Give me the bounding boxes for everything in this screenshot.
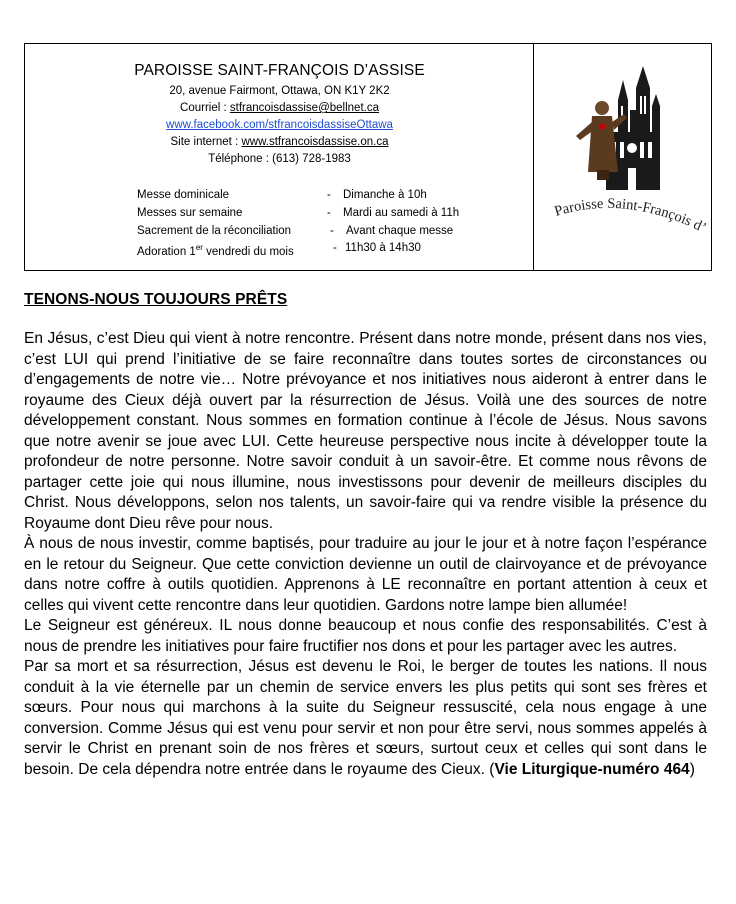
schedule-row: [137, 224, 454, 238]
schedule-label: Adoration 1er vendredi du mois: [137, 243, 294, 258]
facebook-line: [25, 118, 534, 132]
schedule-label: Messe dominicale: [137, 189, 230, 201]
schedule-value: 11h30 à 14h30: [345, 242, 421, 254]
website-label: Site internet :: [170, 136, 242, 148]
schedule-label: Messes sur semaine: [137, 207, 243, 219]
schedule-value: Avant chaque messe: [346, 225, 454, 237]
parish-logo: [534, 44, 711, 270]
article-title: TENONS-NOUS TOUJOURS PRÊTS: [24, 291, 288, 308]
article-source: Vie Liturgique-numéro 464: [494, 760, 690, 778]
logo-text: Paroisse Saint-François d’: [552, 195, 709, 237]
logo-illustration: [534, 44, 711, 270]
schedule-label: Sacrement de la réconciliation: [137, 225, 292, 237]
schedule-row: [137, 241, 421, 259]
schedule-row: [137, 206, 460, 220]
schedule-dash: -: [327, 189, 331, 201]
article-paragraph: En Jésus, c’est Dieu qui vient à notre rencontre. Présent dans notre monde, présent dans nos vies, c’est LUI qui prend l’initiative de se faire reconnaître dans toutes sortes de circonstances ou d’engagements de notre vie… Notre prévoyance et nos initiatives nous aideront à entrer dans le royaume des Cieux déjà ouvert par la résurrection de Jésus. Voilà une des sources de notre développement constant. Nous sommes en formation continue à l’école de Jésus. Nous savons que notre avenir se joue avec LUI. Cette heureuse perspective nous incite à développer toute la profondeur de notre personne. Notre savoir conduit à un savoir-être. Et comme nous rêvons de partager cette joie qui nous illumine, nous investissons pour devenir de meilleurs disciples du Christ. Nous développons, selon nos talents, un savoir-faire qui va rendre visible la présence du Royaume dont Dieu rêve pour nous.: [24, 330, 707, 532]
facebook-link[interactable]: www.facebook.com/stfrancoisdassiseOttawa: [166, 119, 393, 131]
phone-line: Téléphone : (613) 728-1983: [208, 153, 351, 165]
article-paragraph: À nous de nous investir, comme baptisés, pour traduire au jour le jour et à notre façon l’espérance en le retour du Seigneur. Que cette conviction devienne un outil de clairvoyance et de prévoyance dans notre coffre à outils quotidien. Apprenons à LE reconnaître en portant attention à ceux et celles qui vivent cette rencontre dans leur quotidien. Gardons notre lampe bien allumée!: [24, 535, 707, 614]
schedule-dash: -: [333, 242, 337, 254]
parish-address: 20, avenue Fairmont, Ottawa, ON K1Y 2K2: [169, 85, 390, 97]
email-line: [25, 101, 534, 115]
website-line: [25, 135, 534, 149]
website-link[interactable]: www.stfrancoisdassise.on.ca: [241, 136, 389, 148]
email-label: Courriel :: [180, 102, 230, 114]
schedule-dash: -: [327, 207, 331, 219]
schedule-value: Mardi au samedi à 11h: [343, 207, 460, 219]
schedule-dash: -: [330, 225, 334, 237]
parish-info-panel: [25, 44, 534, 270]
parish-header: [24, 43, 712, 271]
article-body: [24, 329, 707, 780]
schedule-row: [137, 188, 427, 202]
article-paragraph: Par sa mort et sa résurrection, Jésus est devenu le Roi, le berger de toutes les nations. Il nous conduit à la vie éternelle par un chemin de service envers les plus petits qui sont ses frères et sœurs. Pour nous qui marchons à la suite du Seigneur ressuscité, cela nous engage à une conversion. Comme Jésus qui est venu pour servir et non pour être servi, nous sommes appelés à servir le Christ en prenant soin de nos frères et sœurs, surtout ceux et celles qui sont dans le besoin. De cela dépendra notre entrée dans le royaume des Cieux. (Vie Liturgique-numéro 464): [24, 658, 707, 778]
schedule-value: Dimanche à 10h: [343, 189, 427, 201]
article-paragraph: Le Seigneur est généreux. IL nous donne beaucoup et nous confie des responsabilités. C’est à nous de prendre les initiatives pour faire fructifier nos dons et pour les partager avec les autres.: [24, 617, 707, 655]
parish-name: PAROISSE SAINT-FRANÇOIS D’ASSISE: [134, 62, 425, 79]
email-link[interactable]: stfrancoisdassise@bellnet.ca: [229, 102, 379, 114]
